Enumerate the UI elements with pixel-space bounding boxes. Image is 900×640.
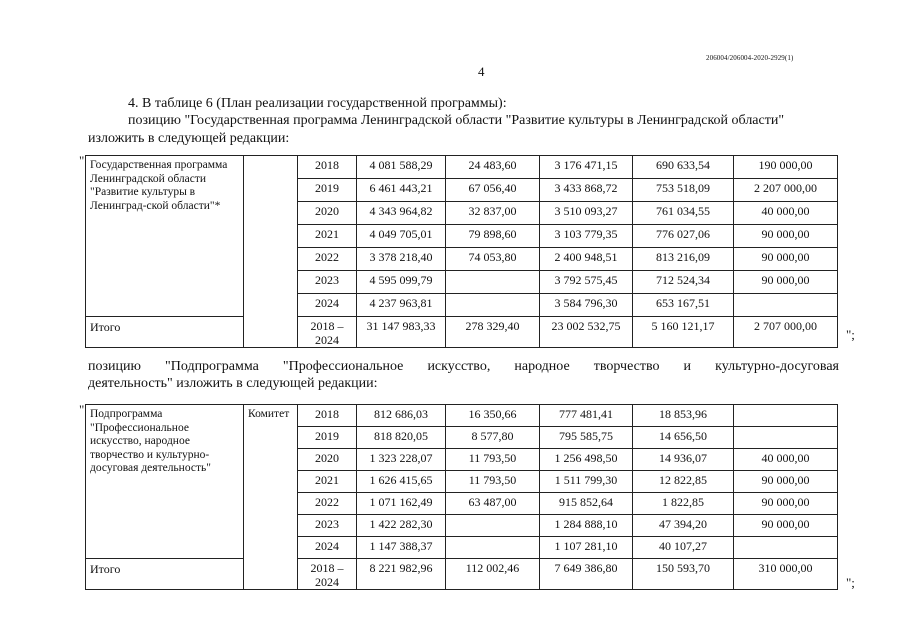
paragraph-edit-2: деятельность" изложить в следующей редакции: [88, 376, 378, 391]
total-label: Итого [86, 559, 244, 590]
page-number: 4 [478, 64, 485, 79]
amount-cell-c2: 8 577,80 [446, 427, 540, 449]
amount-cell-c1: 1 422 282,30 [357, 515, 446, 537]
table-row [86, 405, 838, 427]
amount-cell-c4: 712 524,34 [633, 271, 734, 294]
amount-cell-c4: 14 656,50 [633, 427, 734, 449]
amount-cell-c1: 4 595 099,79 [357, 271, 446, 294]
amount-cell-c3: 1 284 888,10 [540, 515, 633, 537]
year-cell: 2023 [298, 515, 357, 537]
amount-cell-c4: 47 394,20 [633, 515, 734, 537]
amount-cell-c4: 12 822,85 [633, 471, 734, 493]
amount-cell-c1: 4 237 963,81 [357, 294, 446, 317]
total-amount-c5: 310 000,00 [734, 559, 838, 590]
amount-cell-c1: 4 081 588,29 [357, 156, 446, 179]
amount-cell-c4: 761 034,55 [633, 202, 734, 225]
close-quote-1: "; [846, 327, 855, 342]
amount-cell-c1: 6 461 443,21 [357, 179, 446, 202]
total-years: 2018 – 2024 [298, 317, 357, 348]
amount-cell-c2: 16 350,66 [446, 405, 540, 427]
amount-cell-c1: 1 147 388,37 [357, 537, 446, 559]
amount-cell-c5: 90 000,00 [734, 248, 838, 271]
amount-cell-c4: 18 853,96 [633, 405, 734, 427]
amount-cell-c5 [734, 427, 838, 449]
amount-cell-c2: 11 793,50 [446, 449, 540, 471]
amount-cell-c5 [734, 294, 838, 317]
amount-cell-c5: 90 000,00 [734, 493, 838, 515]
table1-body [86, 156, 838, 348]
amount-cell-c4: 1 822,85 [633, 493, 734, 515]
table-row [86, 156, 838, 179]
paragraph-position-2: позицию "Подпрограмма "Профессиональное искусство, народное творчество и культурно-досуговая [88, 359, 839, 374]
paragraph-edit-1: изложить в следующей редакции: [88, 131, 290, 146]
amount-cell-c5: 2 207 000,00 [734, 179, 838, 202]
total-row [86, 559, 838, 590]
amount-cell-c4: 753 518,09 [633, 179, 734, 202]
amount-cell-c4: 653 167,51 [633, 294, 734, 317]
amount-cell-c1: 1 071 162,49 [357, 493, 446, 515]
amount-cell-c2 [446, 294, 540, 317]
total-amount-c3: 23 002 532,75 [540, 317, 633, 348]
program-name-cell: Государственная программа Ленинградской области "Развитие культуры в Ленинград-ской области"* [86, 156, 244, 317]
amount-cell-c5: 90 000,00 [734, 471, 838, 493]
executor-cell [244, 156, 298, 348]
amount-cell-c4: 813 216,09 [633, 248, 734, 271]
amount-cell-c4: 40 107,27 [633, 537, 734, 559]
amount-cell-c1: 1 323 228,07 [357, 449, 446, 471]
close-quote-2: "; [846, 575, 855, 590]
amount-cell-c1: 4 343 964,82 [357, 202, 446, 225]
plan-table-program [85, 155, 838, 348]
total-amount-c1: 8 221 982,96 [357, 559, 446, 590]
amount-cell-c1: 1 626 415,65 [357, 471, 446, 493]
amount-cell-c1: 4 049 705,01 [357, 225, 446, 248]
year-cell: 2021 [298, 225, 357, 248]
amount-cell-c2 [446, 537, 540, 559]
amount-cell-c3: 1 511 799,30 [540, 471, 633, 493]
amount-cell-c5: 90 000,00 [734, 271, 838, 294]
amount-cell-c1: 818 820,05 [357, 427, 446, 449]
year-cell: 2024 [298, 537, 357, 559]
amount-cell-c3: 1 107 281,10 [540, 537, 633, 559]
amount-cell-c3: 3 792 575,45 [540, 271, 633, 294]
amount-cell-c2: 74 053,80 [446, 248, 540, 271]
total-amount-c2: 112 002,46 [446, 559, 540, 590]
amount-cell-c2: 11 793,50 [446, 471, 540, 493]
year-cell: 2021 [298, 471, 357, 493]
year-cell: 2020 [298, 449, 357, 471]
amount-cell-c3: 777 481,41 [540, 405, 633, 427]
year-cell: 2019 [298, 179, 357, 202]
program-name-cell: Подпрограмма "Профессиональное искусство, народное творчество и культурно-досуговая деятельность" [86, 405, 244, 559]
total-label: Итого [86, 317, 244, 348]
amount-cell-c3: 3 584 796,30 [540, 294, 633, 317]
year-cell: 2020 [298, 202, 357, 225]
amount-cell-c5: 90 000,00 [734, 515, 838, 537]
total-amount-c4: 5 160 121,17 [633, 317, 734, 348]
amount-cell-c2: 24 483,60 [446, 156, 540, 179]
amount-cell-c2: 79 898,60 [446, 225, 540, 248]
amount-cell-c2 [446, 515, 540, 537]
amount-cell-c3: 3 176 471,15 [540, 156, 633, 179]
amount-cell-c4: 776 027,06 [633, 225, 734, 248]
total-amount-c3: 7 649 386,80 [540, 559, 633, 590]
total-amount-c5: 2 707 000,00 [734, 317, 838, 348]
year-cell: 2022 [298, 493, 357, 515]
amount-cell-c3: 3 510 093,27 [540, 202, 633, 225]
amount-cell-c5: 90 000,00 [734, 225, 838, 248]
year-cell: 2019 [298, 427, 357, 449]
open-quote-2: " [79, 402, 85, 417]
amount-cell-c3: 915 852,64 [540, 493, 633, 515]
plan-table-subprogram [85, 404, 838, 590]
amount-cell-c5 [734, 537, 838, 559]
amount-cell-c5: 190 000,00 [734, 156, 838, 179]
amount-cell-c4: 14 936,07 [633, 449, 734, 471]
paragraph-position-1: позицию "Государственная программа Ленинградской области "Развитие культуры в Ленинградской области" [128, 113, 785, 128]
document-id: 206004/206004-2020-2929(1) [706, 54, 794, 62]
amount-cell-c5: 40 000,00 [734, 202, 838, 225]
amount-cell-c4: 690 633,54 [633, 156, 734, 179]
executor-cell: Комитет [244, 405, 298, 590]
year-cell: 2018 [298, 156, 357, 179]
year-cell: 2023 [298, 271, 357, 294]
total-row [86, 317, 838, 348]
amount-cell-c3: 1 256 498,50 [540, 449, 633, 471]
amount-cell-c1: 3 378 218,40 [357, 248, 446, 271]
year-cell: 2024 [298, 294, 357, 317]
amount-cell-c2 [446, 271, 540, 294]
total-amount-c1: 31 147 983,33 [357, 317, 446, 348]
amount-cell-c3: 3 433 868,72 [540, 179, 633, 202]
amount-cell-c5: 40 000,00 [734, 449, 838, 471]
amount-cell-c3: 2 400 948,51 [540, 248, 633, 271]
year-cell: 2018 [298, 405, 357, 427]
amount-cell-c2: 63 487,00 [446, 493, 540, 515]
amount-cell-c1: 812 686,03 [357, 405, 446, 427]
amount-cell-c3: 795 585,75 [540, 427, 633, 449]
total-years: 2018 – 2024 [298, 559, 357, 590]
paragraph-item-4: 4. В таблице 6 (План реализации государственной программы): [128, 96, 507, 111]
amount-cell-c2: 67 056,40 [446, 179, 540, 202]
year-cell: 2022 [298, 248, 357, 271]
amount-cell-c5 [734, 405, 838, 427]
amount-cell-c2: 32 837,00 [446, 202, 540, 225]
table2-body [86, 405, 838, 590]
open-quote-1: " [79, 153, 85, 168]
amount-cell-c3: 3 103 779,35 [540, 225, 633, 248]
total-amount-c2: 278 329,40 [446, 317, 540, 348]
total-amount-c4: 150 593,70 [633, 559, 734, 590]
